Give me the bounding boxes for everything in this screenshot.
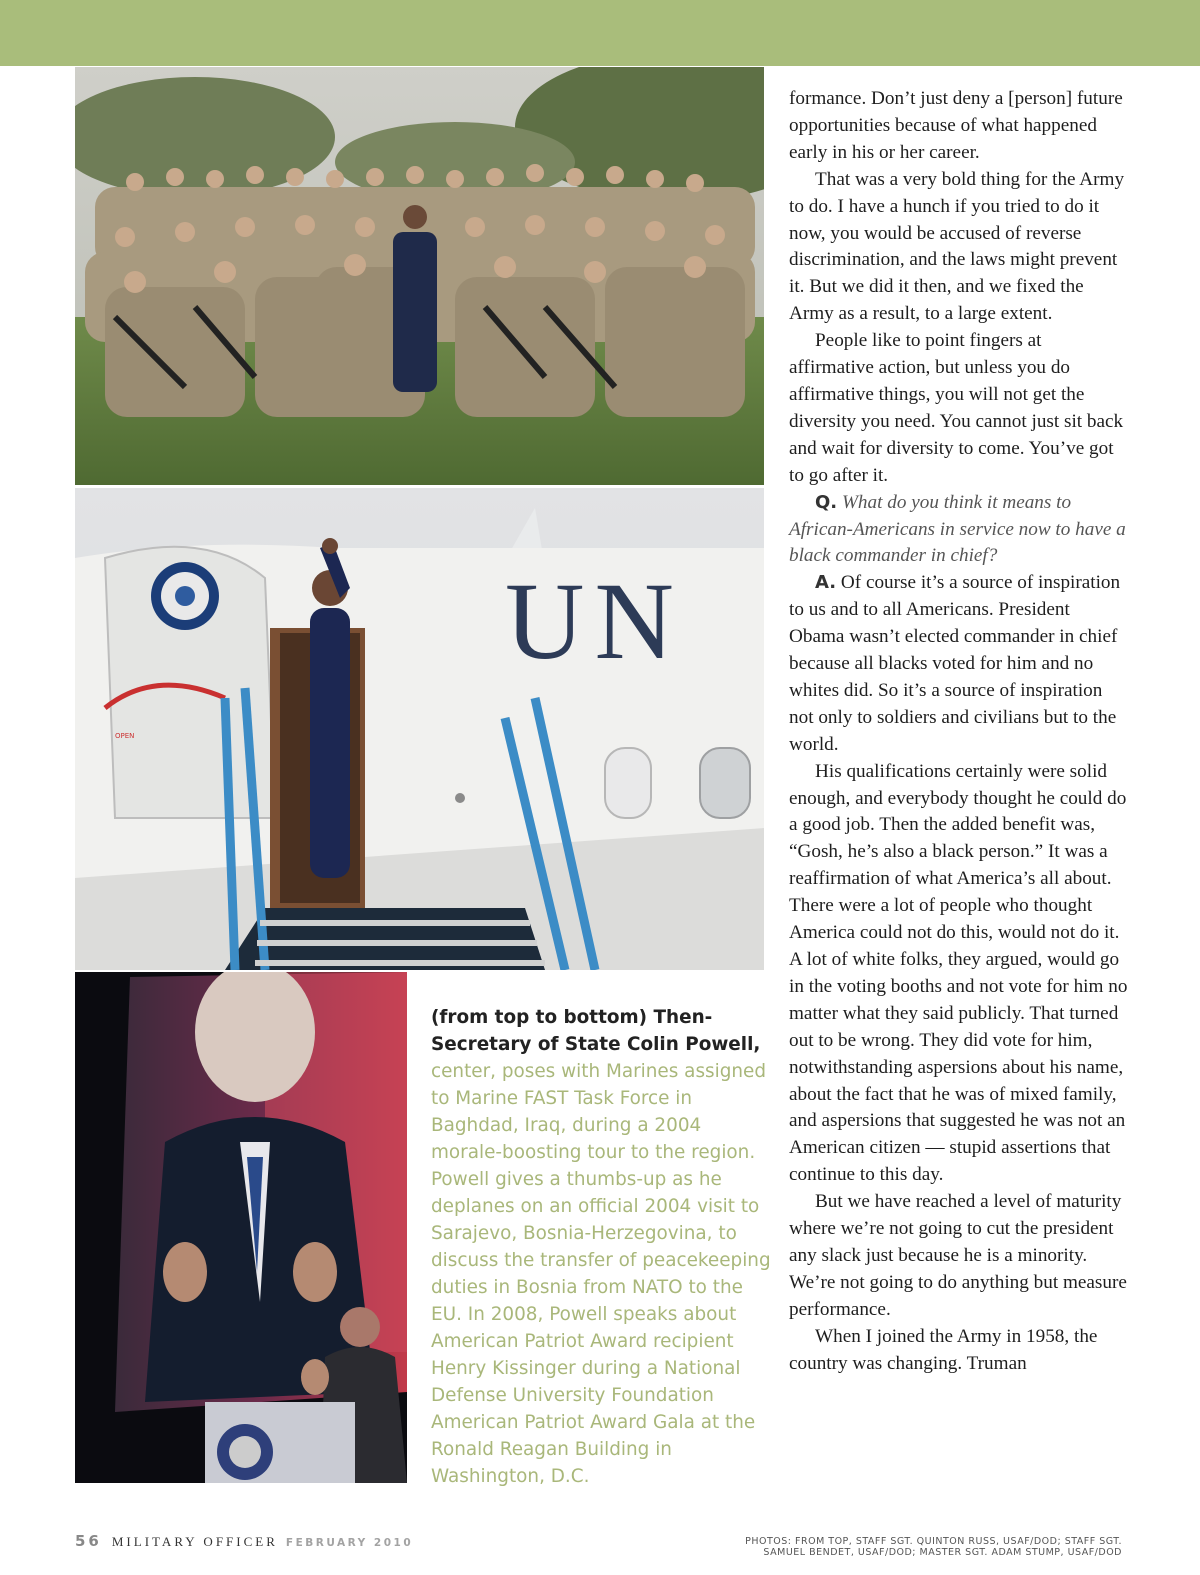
article-paragraph: That was a very bold thing for the Army to do. I have a hunch if you tried to do it now, you would be accused of reverse discrimination, and the laws might prevent it. But we did it then, and we fixed the Army as a result, to a large extent. bbox=[789, 168, 1125, 325]
photo-credits bbox=[642, 1536, 1122, 1558]
answer-text: Of course it’s a source of inspiration to us and to all Americans. President Obama wasn’t elected commander in chief because all blacks voted for him and no whites did. So it’s a source of inspiration not only to soldiers and civilians but to the world. bbox=[789, 572, 1121, 755]
plane-lettering: UN bbox=[505, 560, 684, 682]
article-paragraph: formance. Don’t just deny a [person] future opportunities because of what happened early in his or her career. bbox=[789, 88, 1123, 163]
caption-lead: (from top to bottom) Then-Secretary of State Colin Powell, bbox=[431, 1007, 761, 1055]
page-folio bbox=[75, 1532, 413, 1550]
article-paragraph: When I joined the Army in 1958, the country was changing. Truman bbox=[789, 1325, 1098, 1374]
issue-date: FEBRUARY 2010 bbox=[285, 1537, 414, 1549]
answer-label: A. bbox=[815, 572, 837, 594]
article-paragraph: But we have reached a level of maturity where we’re not going to cut the president any slack just because he is a minority. We’re not going to do anything but measure performance. bbox=[789, 1191, 1127, 1320]
door-open-label: OPEN bbox=[115, 732, 135, 740]
answer-paragraph bbox=[789, 570, 1129, 758]
photo-caption bbox=[431, 1004, 771, 1490]
page-number: 56 bbox=[75, 1532, 102, 1550]
photo-credits-line: PHOTOS: FROM TOP, STAFF SGT. QUINTON RUSS, USAF/DOD; STAFF SGT. bbox=[745, 1536, 1122, 1547]
caption-body: center, poses with Marines assigned to Marine FAST Task Force in Baghdad, Iraq, during a 2004 morale-boosting tour to the region. Powell gives a thumbs-up as he deplanes on an official 2004 visit to Sarajevo, Bosnia-Herzegovina, to discuss the transfer of peacekeeping duties in Bosnia from NATO to the EU. In 2008, Powell speaks about American Patriot Award recipient Henry Kissinger during a National Defense University Foundation American Patriot Award Gala at the Ronald Reagan Building in Washington, D.C. bbox=[431, 1061, 771, 1487]
photo-credits-line: SAMUEL BENDET, USAF/DOD; MASTER SGT. ADAM STUMP, USAF/DOD bbox=[763, 1547, 1122, 1558]
article-column bbox=[789, 86, 1129, 1378]
speech-gala-photo bbox=[75, 972, 407, 1483]
marines-group-photo bbox=[75, 67, 764, 485]
top-color-band bbox=[0, 0, 1200, 66]
question-text: What do you think it means to African-Americans in service now to have a black commander in chief? bbox=[789, 491, 1126, 567]
plane-thumbs-up-photo bbox=[75, 488, 764, 970]
question-paragraph bbox=[789, 490, 1129, 571]
article-paragraph: People like to point fingers at affirmative action, but unless you do affirmative things, you will not get the diversity you need. You cannot just sit back and wait for diversity to come. You’ve got to go after it. bbox=[789, 330, 1124, 486]
magazine-name: MILITARY OFFICER bbox=[111, 1534, 278, 1549]
article-paragraph: His qualifications certainly were solid enough, and everybody thought he could do a good job. Then the added benefit was, “Gosh, he’s also a black person.” It was a reaffirmation of what America’s all about. There were a lot of people who thought America could not do this, would not do it. A lot of white folks, they argued, would go in the voting booths and not vote for him no matter what they said publicly. That turned out to be wrong. They did vote for him, notwithstanding aspersions about his name, about the fact that he was of mixed family, and aspersions that suggested he was not an American citizen — stupid assertions that continue to this day. bbox=[789, 760, 1128, 1186]
question-label: Q. bbox=[815, 491, 838, 513]
